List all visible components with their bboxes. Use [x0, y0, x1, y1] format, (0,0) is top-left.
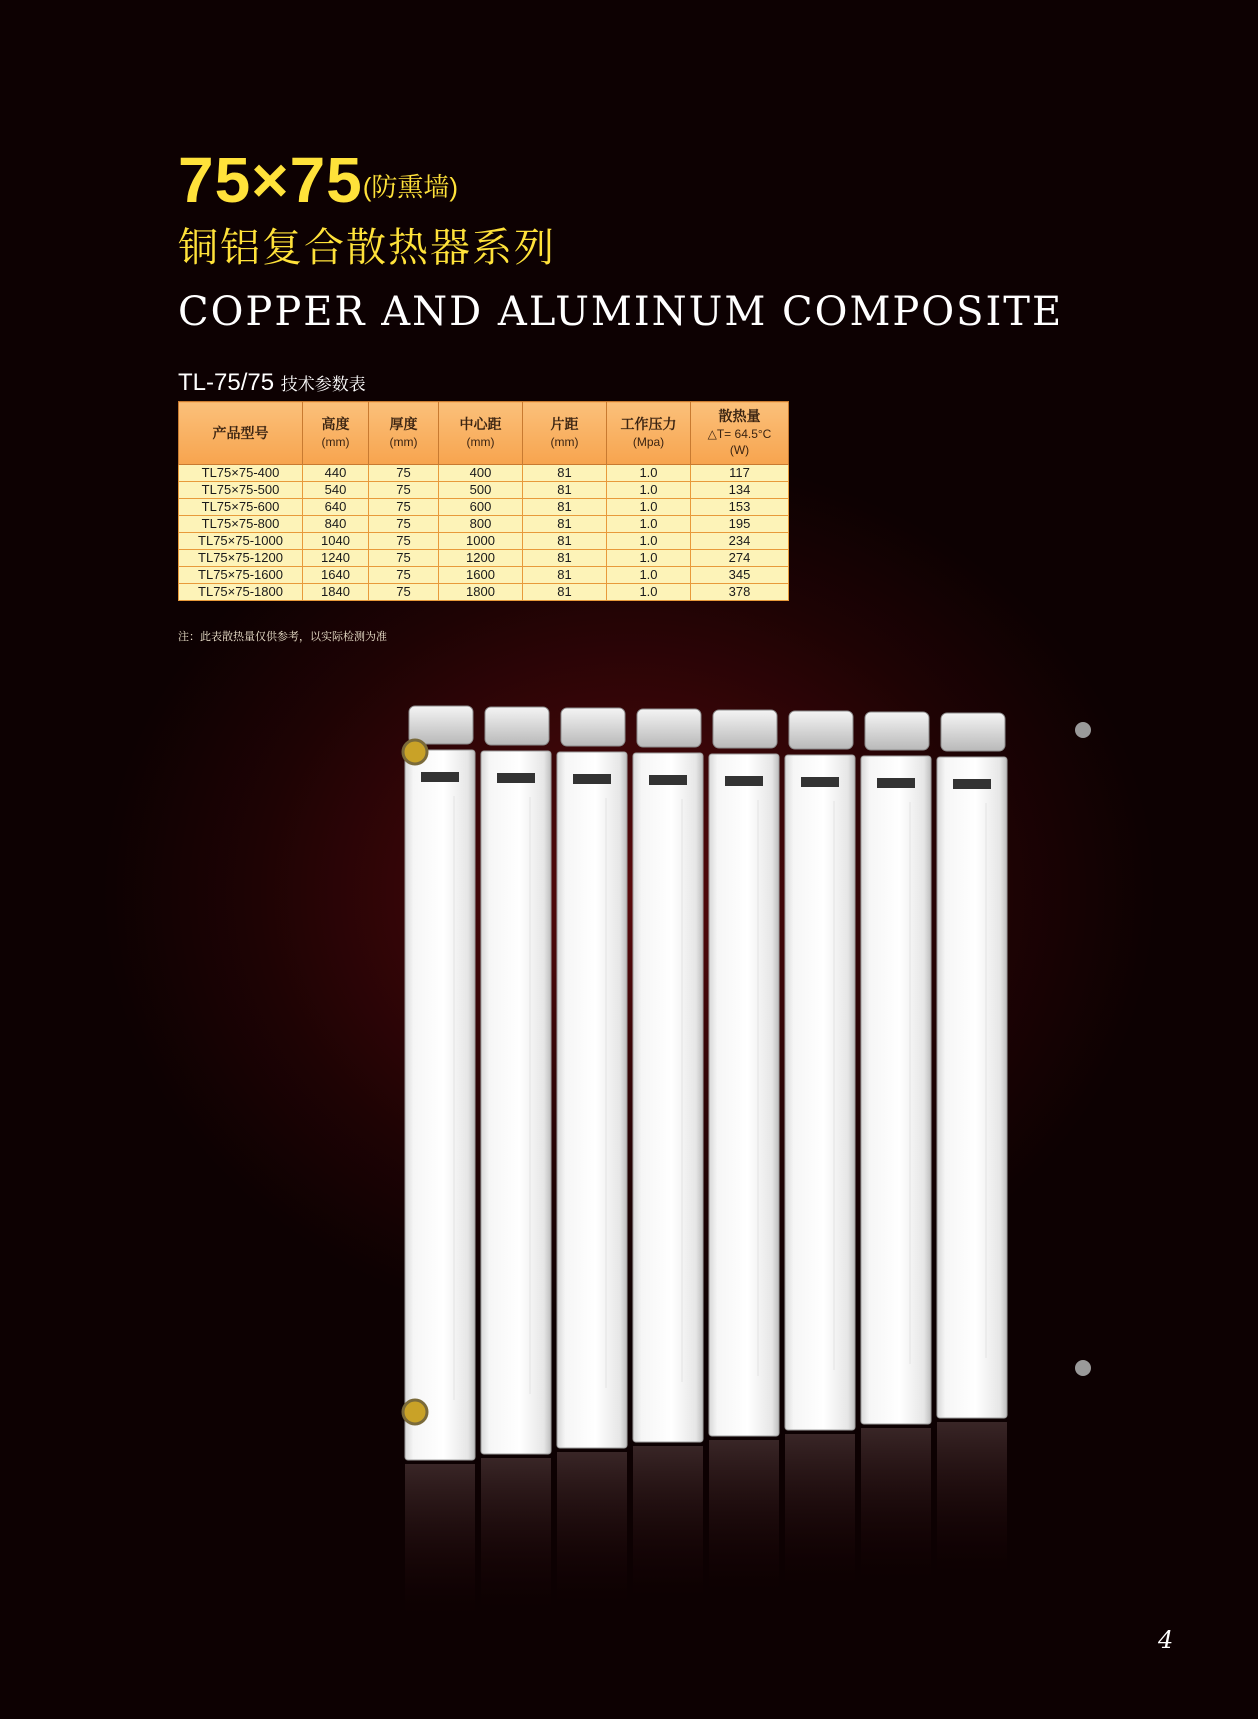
- cell-heat-output: 274: [691, 550, 789, 567]
- cell-thickness: 75: [369, 499, 439, 516]
- cell-fin-spacing: 81: [523, 584, 607, 601]
- cell-pressure: 1.0: [607, 567, 691, 584]
- radiator-fin: [405, 706, 475, 1614]
- cell-pressure: 1.0: [607, 482, 691, 499]
- cell-model: TL75×75-400: [179, 465, 303, 482]
- col-header-model: 产品型号: [179, 402, 303, 465]
- cell-heat-output: 378: [691, 584, 789, 601]
- table-caption: [178, 371, 366, 395]
- cell-pressure: 1.0: [607, 584, 691, 601]
- series-title-cn: 铜铝复合散热器系列: [178, 225, 556, 271]
- cell-height: 840: [303, 516, 369, 533]
- cell-center-distance: 1200: [439, 550, 523, 567]
- cell-pressure: 1.0: [607, 499, 691, 516]
- cell-pressure: 1.0: [607, 465, 691, 482]
- page-number: 4: [1158, 1626, 1174, 1654]
- cell-center-distance: 800: [439, 516, 523, 533]
- cell-thickness: 75: [369, 550, 439, 567]
- cell-model: TL75×75-1800: [179, 584, 303, 601]
- cell-thickness: 75: [369, 516, 439, 533]
- cell-center-distance: 500: [439, 482, 523, 499]
- cell-pressure: 1.0: [607, 533, 691, 550]
- col-header-thickness: 厚度 (mm): [369, 402, 439, 465]
- cell-pressure: 1.0: [607, 550, 691, 567]
- cell-fin-spacing: 81: [523, 516, 607, 533]
- radiator-product-image: [395, 700, 1095, 1680]
- cell-model: TL75×75-1200: [179, 550, 303, 567]
- cell-model: TL75×75-1000: [179, 533, 303, 550]
- cell-heat-output: 134: [691, 482, 789, 499]
- table-row: [179, 584, 789, 601]
- wall-type-label: (防熏墙): [362, 172, 459, 202]
- radiator-fin: [861, 712, 931, 1578]
- table-row: [179, 465, 789, 482]
- cell-thickness: 75: [369, 567, 439, 584]
- cell-model: TL75×75-600: [179, 499, 303, 516]
- cell-height: 1640: [303, 567, 369, 584]
- table-caption-cn: 技术参数表: [280, 375, 366, 394]
- bottom-valve: [403, 1400, 427, 1424]
- right-bottom-plug: [1075, 1360, 1091, 1376]
- cell-height: 440: [303, 465, 369, 482]
- radiator-fin: [633, 709, 703, 1596]
- cell-height: 1240: [303, 550, 369, 567]
- cell-fin-spacing: 81: [523, 482, 607, 499]
- radiator-fin: [557, 708, 627, 1602]
- radiator-fin: [709, 710, 779, 1590]
- table-row: [179, 499, 789, 516]
- footnote: 注：此表散热量仅供参考，以实际检测为准: [178, 630, 387, 643]
- cell-center-distance: 1600: [439, 567, 523, 584]
- spec-table: [178, 401, 789, 601]
- model-code: TL-75/75: [178, 369, 275, 396]
- table-row: [179, 567, 789, 584]
- cell-thickness: 75: [369, 465, 439, 482]
- cell-height: 640: [303, 499, 369, 516]
- col-header-center-distance: 中心距 (mm): [439, 402, 523, 465]
- table-row: [179, 533, 789, 550]
- cell-center-distance: 1000: [439, 533, 523, 550]
- top-valve: [403, 740, 427, 764]
- cell-model: TL75×75-1600: [179, 567, 303, 584]
- cell-model: TL75×75-500: [179, 482, 303, 499]
- cell-thickness: 75: [369, 584, 439, 601]
- cell-heat-output: 195: [691, 516, 789, 533]
- size-label: 75×75: [178, 144, 363, 216]
- cell-fin-spacing: 81: [523, 550, 607, 567]
- right-top-plug: [1075, 722, 1091, 738]
- product-size-title: [178, 144, 459, 216]
- cell-fin-spacing: 81: [523, 567, 607, 584]
- col-header-pressure: 工作压力 (Mpa): [607, 402, 691, 465]
- cell-model: TL75×75-800: [179, 516, 303, 533]
- cell-heat-output: 153: [691, 499, 789, 516]
- radiator-fin: [481, 707, 551, 1608]
- cell-thickness: 75: [369, 533, 439, 550]
- col-header-height: 高度 (mm): [303, 402, 369, 465]
- col-header-fin-spacing: 片距 (mm): [523, 402, 607, 465]
- cell-heat-output: 345: [691, 567, 789, 584]
- cell-pressure: 1.0: [607, 516, 691, 533]
- table-header-row: [179, 402, 789, 465]
- cell-center-distance: 600: [439, 499, 523, 516]
- table-row: [179, 516, 789, 533]
- cell-thickness: 75: [369, 482, 439, 499]
- radiator-fin: [937, 713, 1007, 1572]
- table-row: [179, 550, 789, 567]
- cell-center-distance: 400: [439, 465, 523, 482]
- cell-fin-spacing: 81: [523, 533, 607, 550]
- cell-fin-spacing: 81: [523, 465, 607, 482]
- cell-height: 540: [303, 482, 369, 499]
- cell-heat-output: 117: [691, 465, 789, 482]
- cell-height: 1040: [303, 533, 369, 550]
- series-title-en: COPPER AND ALUMINUM COMPOSITE: [178, 289, 1064, 335]
- cell-fin-spacing: 81: [523, 499, 607, 516]
- table-row: [179, 482, 789, 499]
- cell-height: 1840: [303, 584, 369, 601]
- cell-heat-output: 234: [691, 533, 789, 550]
- col-header-heat-output: 散热量 △T= 64.5°C (W): [691, 402, 789, 465]
- radiator-fin: [785, 711, 855, 1584]
- cell-center-distance: 1800: [439, 584, 523, 601]
